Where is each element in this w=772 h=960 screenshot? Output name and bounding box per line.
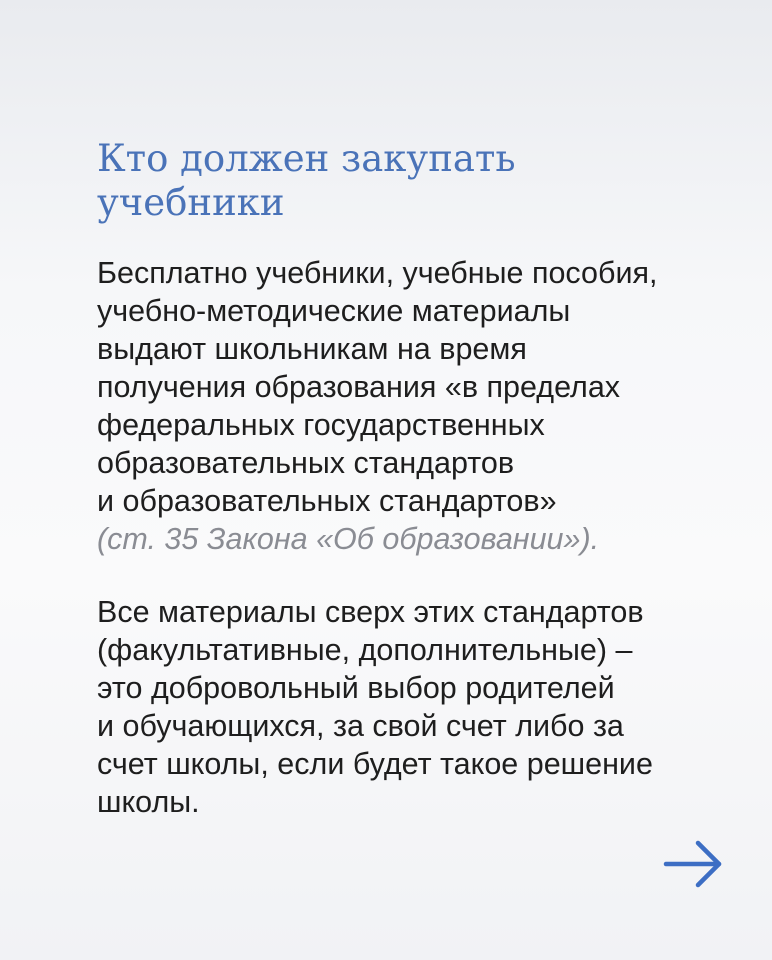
paragraph-2-line: и обучающихся, за свой счет либо за (97, 709, 624, 743)
paragraph-1-line: образовательных стандартов (97, 446, 515, 480)
paragraph-1-line: получения образования «в пределах (97, 370, 621, 404)
paragraph-2-line: школы. (97, 785, 200, 819)
slide-title (97, 137, 697, 225)
slide-title-line-2: учебники (97, 181, 285, 224)
law-citation: (ст. 35 Закона «Об образовании»). (97, 522, 600, 556)
paragraph-2-line: Все материалы сверх этих стандартов (97, 595, 644, 629)
paragraph-2-line: это добровольный выбор родителей (97, 671, 615, 705)
paragraph-1-line: федеральных государственных (97, 408, 545, 442)
arrow-right-icon (662, 838, 724, 890)
paragraph-extra-materials (97, 593, 717, 821)
next-slide-button[interactable] (662, 838, 724, 890)
paragraph-1-line: выдают школьникам на время (97, 332, 527, 366)
paragraph-1-line: и образовательных стандартов» (97, 484, 557, 518)
paragraph-free-textbooks (97, 254, 717, 558)
paragraph-2-line: счет школы, если будет такое решение (97, 747, 653, 781)
slide-title-line-1: Кто должен закупать (97, 137, 516, 180)
paragraph-1-line: Бесплатно учебники, учебные пособия, (97, 256, 658, 290)
paragraph-1-line: учебно-методические материалы (97, 294, 571, 328)
paragraph-2-line: (факультативные, дополнительные) – (97, 633, 633, 667)
